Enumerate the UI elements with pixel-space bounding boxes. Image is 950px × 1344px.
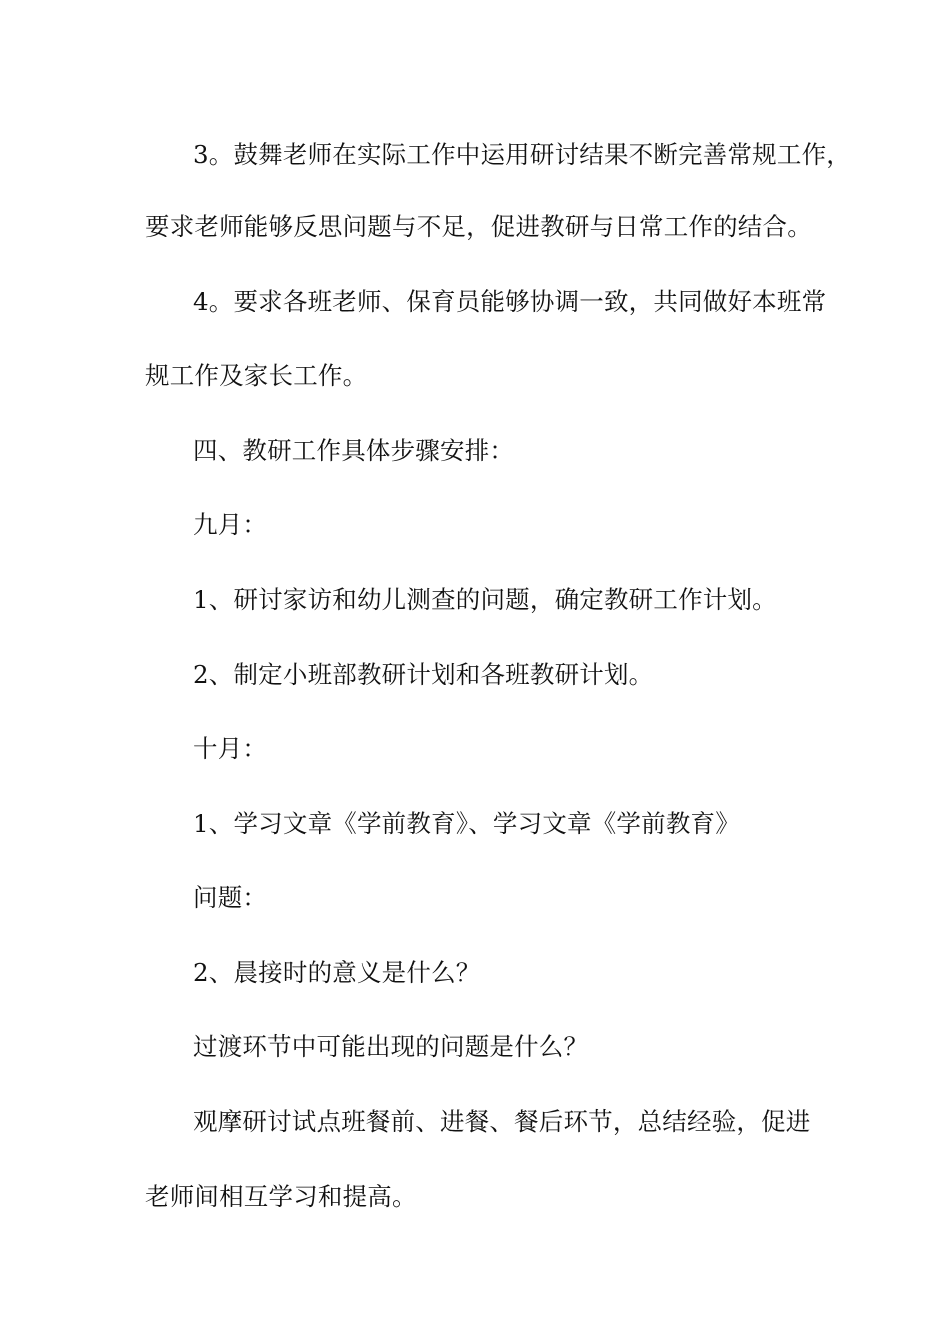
questions-label: 问题：	[193, 883, 268, 912]
paragraph-3-line-2: 要求老师能够反思问题与不足，促进教研与日常工作的结合。	[145, 212, 812, 241]
october-item-2: 2、晨接时的意义是什么？	[193, 958, 481, 987]
paragraph-3-line-1: 3。鼓舞老师在实际工作中运用研讨结果不断完善常规工作，	[193, 140, 851, 169]
observation-line-2: 老师间相互学习和提高。	[145, 1182, 417, 1211]
paragraph-4-line-2: 规工作及家长工作。	[145, 361, 368, 390]
section-heading: 四、教研工作具体步骤安排：	[193, 436, 515, 465]
month-october: 十月：	[193, 734, 268, 763]
september-item-1: 1、研讨家访和幼儿测查的问题，确定教研工作计划。	[193, 585, 777, 614]
transition-question: 过渡环节中可能出现的问题是什么？	[193, 1032, 589, 1061]
september-item-2: 2、制定小班部教研计划和各班教研计划。	[193, 660, 654, 689]
paragraph-4-line-1: 4。要求各班老师、保育员能够协调一致，共同做好本班常	[193, 287, 827, 316]
month-september: 九月：	[193, 510, 268, 539]
october-item-1: 1、学习文章《学前教育》、学习文章《学前教育》	[193, 809, 740, 838]
observation-line-1: 观摩研讨试点班餐前、进餐、餐后环节，总结经验，促进	[193, 1107, 811, 1136]
